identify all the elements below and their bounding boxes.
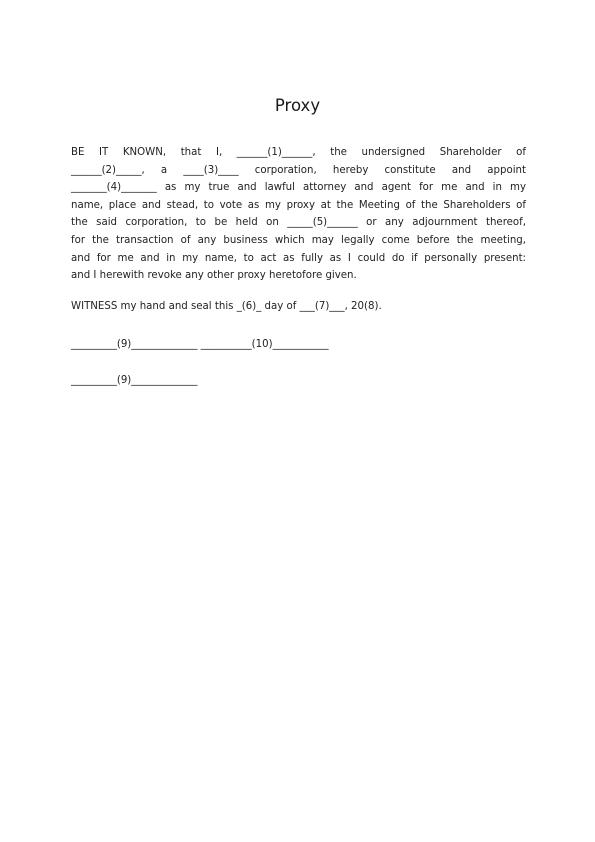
body-line-7: and for me and in my name, to act as fully as I could do if personally present: [71, 252, 526, 264]
body-line-2: ______(2)_____, a ____(3)____ corporation, hereby constitute and appoint [71, 164, 526, 176]
body-line-8: and I herewith revoke any other proxy heretofore given. [71, 270, 357, 282]
body-line-6: for the transaction of any business which may legally come before the meeting, [71, 234, 526, 246]
body-line-3: _______(4)_______ as my true and lawful attorney and agent for me and in my [71, 182, 526, 194]
signature-line-1: _________(9)_____________ __________(10)___________ [71, 339, 329, 350]
body-line-5: the said corporation, to be held on _____(5)______ or any adjournment thereof, [71, 217, 526, 229]
signature-line-2: _________(9)_____________ [71, 375, 198, 386]
body-line-4: name, place and stead, to vote as my proxy at the Meeting of the Shareholders of [71, 199, 526, 211]
body-line-1: BE IT KNOWN, that I, ______(1)______, the undersigned Shareholder of [71, 147, 526, 158]
witness-line: WITNESS my hand and seal this _(6)_ day of ___(7)___, 20(8). [71, 301, 382, 312]
document-title: Proxy [274, 96, 321, 115]
proxy-body-paragraph [71, 144, 526, 285]
